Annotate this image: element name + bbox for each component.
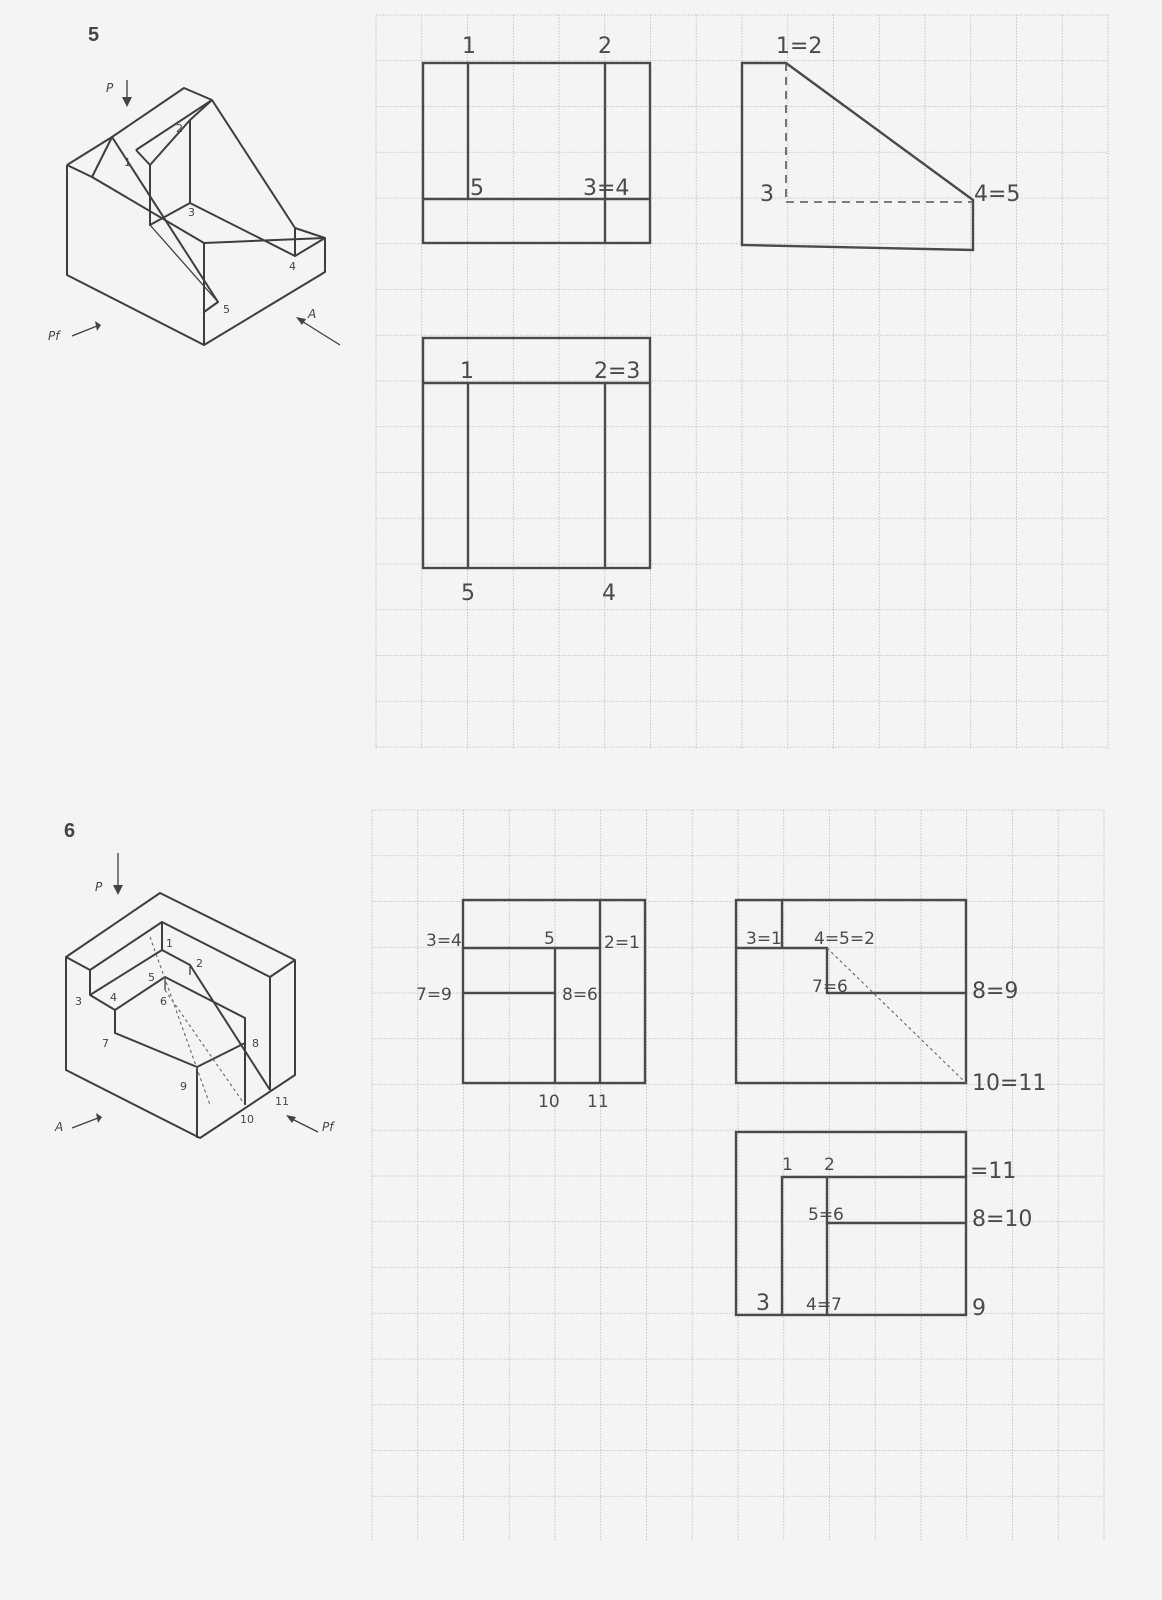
label-view-pf: Pf — [48, 329, 60, 343]
side-view — [742, 34, 1020, 250]
front-label-left-mid: 7=9 — [416, 985, 452, 1005]
iso-point-2: 2 — [176, 122, 183, 135]
front-label-mid-right: 3=4 — [583, 176, 630, 201]
top-label-right-top: =11 — [970, 1159, 1017, 1184]
top-label-top-right: 2=3 — [594, 359, 641, 384]
front-view — [423, 34, 650, 243]
arrow-head — [113, 885, 123, 895]
view-arrow-pf — [72, 326, 97, 336]
iso-point-5: 5 — [223, 303, 230, 316]
top-view — [423, 338, 650, 606]
front-label-mid-top: 5 — [544, 929, 555, 949]
isometric-drawing — [0, 805, 360, 1175]
front-label-top-right: 2 — [598, 34, 612, 59]
top-label-mid: 5=6 — [808, 1205, 844, 1225]
front-label-left-top: 3=4 — [426, 931, 462, 951]
top-label-bottom-mid: 4=7 — [806, 1295, 842, 1315]
side-label-top: 1=2 — [776, 34, 823, 59]
side-label-mid-left: 3 — [760, 182, 774, 207]
arrow-head — [286, 1115, 296, 1123]
iso-point-9: 9 — [180, 1080, 187, 1093]
iso-point-4: 4 — [289, 260, 296, 273]
label-view-a: A — [308, 307, 317, 321]
side-label-top-left: 3=1 — [746, 929, 782, 949]
side-label-top-mid: 4=5=2 — [814, 929, 875, 949]
top-label-bottom-left: 3 — [756, 1291, 770, 1316]
iso-point-3: 3 — [188, 206, 195, 219]
exercise-number: 5 — [88, 24, 100, 46]
orthographic-views — [376, 15, 1116, 635]
view-arrow-a — [72, 1118, 98, 1128]
front-label-mid-mid: 8=6 — [562, 985, 598, 1005]
front-view — [416, 900, 645, 1112]
iso-point-5: 5 — [148, 971, 155, 984]
iso-point-4: 4 — [110, 991, 117, 1004]
top-label-bottom-left: 5 — [461, 581, 475, 606]
iso-point-1: 1 — [166, 937, 173, 950]
top-label-right-mid: 8=10 — [972, 1207, 1033, 1232]
front-label-bottom-a: 10 — [538, 1092, 560, 1112]
view-arrow-pf — [290, 1118, 318, 1132]
iso-point-8: 8 — [252, 1037, 259, 1050]
iso-point-11: 11 — [275, 1095, 289, 1108]
exercise-number: 6 — [64, 820, 76, 842]
side-view — [736, 900, 1046, 1096]
iso-point-1: 1 — [124, 156, 131, 169]
view-arrow-a — [300, 320, 340, 345]
top-label-top-left: 1 — [460, 359, 474, 384]
front-label-bottom-b: 11 — [587, 1092, 609, 1112]
top-label-top-a: 1 — [782, 1155, 793, 1175]
side-label-mid: 7=6 — [812, 977, 848, 997]
label-view-p: P — [95, 880, 103, 894]
side-label-right-bottom: 10=11 — [972, 1071, 1047, 1096]
label-view-p: P — [106, 81, 114, 95]
label-view-a: A — [55, 1120, 64, 1134]
top-label-bottom-right: 9 — [972, 1296, 986, 1321]
isometric-drawing — [0, 0, 360, 400]
label-view-pf: Pf — [322, 1120, 334, 1134]
iso-point-7: 7 — [102, 1037, 109, 1050]
iso-point-2: 2 — [196, 957, 203, 970]
exercise-6 — [0, 805, 1162, 1600]
front-label-right-top: 2=1 — [604, 933, 640, 953]
arrow-head — [296, 317, 306, 325]
iso-point-3: 3 — [75, 995, 82, 1008]
side-label-right-mid: 8=9 — [972, 979, 1019, 1004]
exercise-5 — [0, 0, 1162, 790]
side-label-mid-right: 4=5 — [974, 182, 1021, 207]
top-label-bottom-right: 4 — [602, 581, 616, 606]
iso-point-6: 6 — [160, 995, 167, 1008]
top-label-top-b: 2 — [824, 1155, 835, 1175]
front-label-top-left: 1 — [462, 34, 476, 59]
top-view — [736, 1132, 1032, 1321]
iso-point-10: 10 — [240, 1113, 254, 1126]
front-label-mid-left: 5 — [470, 176, 484, 201]
orthographic-views — [372, 810, 1112, 1370]
arrow-head — [122, 97, 132, 107]
